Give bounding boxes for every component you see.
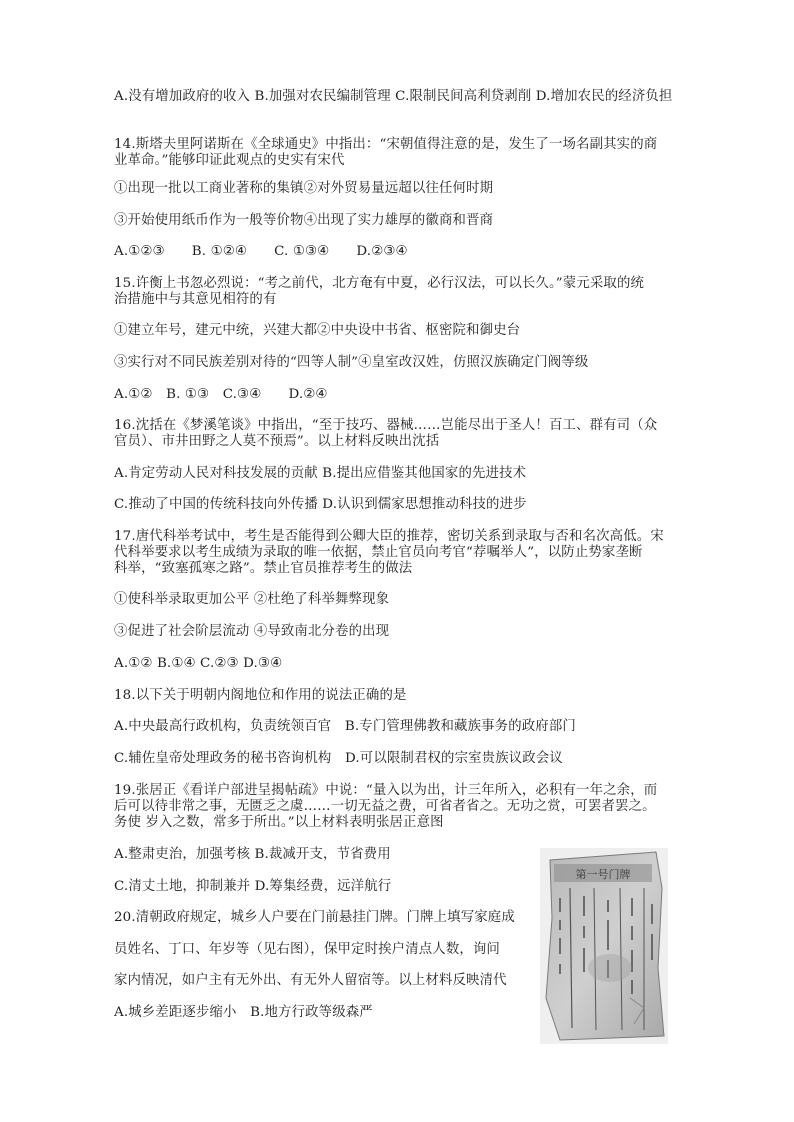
text-line: 18.以下关于明朝内阁地位和作用的说法正确的是: [114, 688, 407, 703]
text-line: ①建立年号，建元中统，兴建大都②中央设中书省、枢密院和御史台: [114, 323, 521, 338]
text-line: C.辅佐皇帝处理政务的秘书咨询机构 D.可以限制君权的宗室贵族议政会议: [114, 751, 563, 766]
text-line: 后可以待非常之事，无匮乏之虞……一切无益之费，可省者省之。无功之赏，可罢者罢之。: [114, 799, 656, 814]
text-line: C.清丈土地，抑制兼并 D.筹集经费，远洋航行: [114, 879, 392, 894]
text-line: 治措施中与其意见相符的有: [114, 292, 277, 307]
text-line: 务使 岁入之数，常多于所出。”以上材料表明张居正意图: [114, 815, 444, 830]
text-line: 17.唐代科举考试中，考生是否能得到公卿大臣的推荐，密切关系到录取与否和名次高低。宋: [114, 529, 664, 544]
text-line: 业革命。”能够印证此观点的史实有宋代: [114, 153, 345, 168]
text-line: ③开始使用纸币作为一般等价物④出现了实力雄厚的徽商和晋商: [114, 213, 494, 228]
text-line: A.①②③ B. ①②④ C. ①③④ D.②③④: [114, 244, 408, 259]
text-line: C.推动了中国的传统科技向外传播 D.认识到儒家思想推动科技的进步: [114, 497, 527, 512]
text-line: 代科举要求以考生成绩为录取的唯一依据，禁止官员向考官“荐嘱举人”，以防止势家垄断: [114, 545, 643, 560]
text-line: A.①② B.①④ C.②③ D.③④: [114, 656, 283, 671]
text-line: A.整肃吏治，加强考核 B.裁减开支，节省费用: [114, 847, 391, 862]
text-line: A.城乡差距逐步缩小 B.地方行政等级森严: [114, 1005, 373, 1020]
text-line: ①出现一批以工商业著称的集镇②对外贸易量远超以往任何时期: [114, 181, 494, 196]
text-line: 官员）、市井田野之人莫不预焉”。以上材料反映出沈括: [114, 434, 440, 449]
text-line: 科举，“致塞孤寒之路”。禁止官员推荐考生的做法: [114, 561, 413, 576]
text-line: 家内情况，如户主有无外出、有无外人留宿等。以上材料反映清代: [114, 973, 507, 988]
text-line: 20.清朝政府规定，城乡人户要在门前悬挂门牌。门牌上填写家庭成: [114, 910, 515, 925]
text-line: 19.张居正《看详户部进呈揭帖疏》中说：“量入以为出，计三年所入，必积有一年之余，而: [114, 783, 658, 798]
placard-header: 第一号门牌: [575, 868, 631, 881]
text-line: ①使科举录取更加公平 ②杜绝了科举舞弊现象: [114, 592, 390, 607]
text-line: 14.斯塔夫里阿诺斯在《全球通史》中指出：“宋朝值得注意的是，发生了一场名副其实的商: [114, 137, 658, 152]
text-line: 16.沈括在《梦溪笔谈》中指出，“至于技巧、器械……岂能尽出于圣人！百工、群有司（众: [114, 418, 658, 433]
door-placard-photo: [540, 848, 668, 1044]
text-line: ③实行对不同民族差别对待的“四等人制”④皇室改汉姓，仿照汉族确定门阀等级: [114, 355, 589, 370]
text-line: A.肯定劳动人民对科技发展的贡献 B.提出应借鉴其他国家的先进技术: [114, 466, 527, 481]
text-line: A.中央最高行政机构，负责统领百官 B.专门管理佛教和藏族事务的政府部门: [114, 719, 576, 734]
text-line: 员姓名、丁口、年岁等（见右图），保甲定时挨户清点人数，询问: [114, 942, 500, 957]
text-line: A.没有增加政府的收入 B.加强对农民编制管理 C.限制民间高利贷剥削 D.增加农民的经济负担: [114, 89, 673, 104]
text-line: A.①② B. ①③ C.③④ D.②④: [114, 387, 328, 402]
text-line: 15.许衡上书忽必烈说：“考之前代，北方奄有中夏，必行汉法，可以长久。”蒙元采取的统: [114, 276, 645, 291]
text-line: ③促进了社会阶层流动 ④导致南北分卷的出现: [114, 624, 390, 639]
